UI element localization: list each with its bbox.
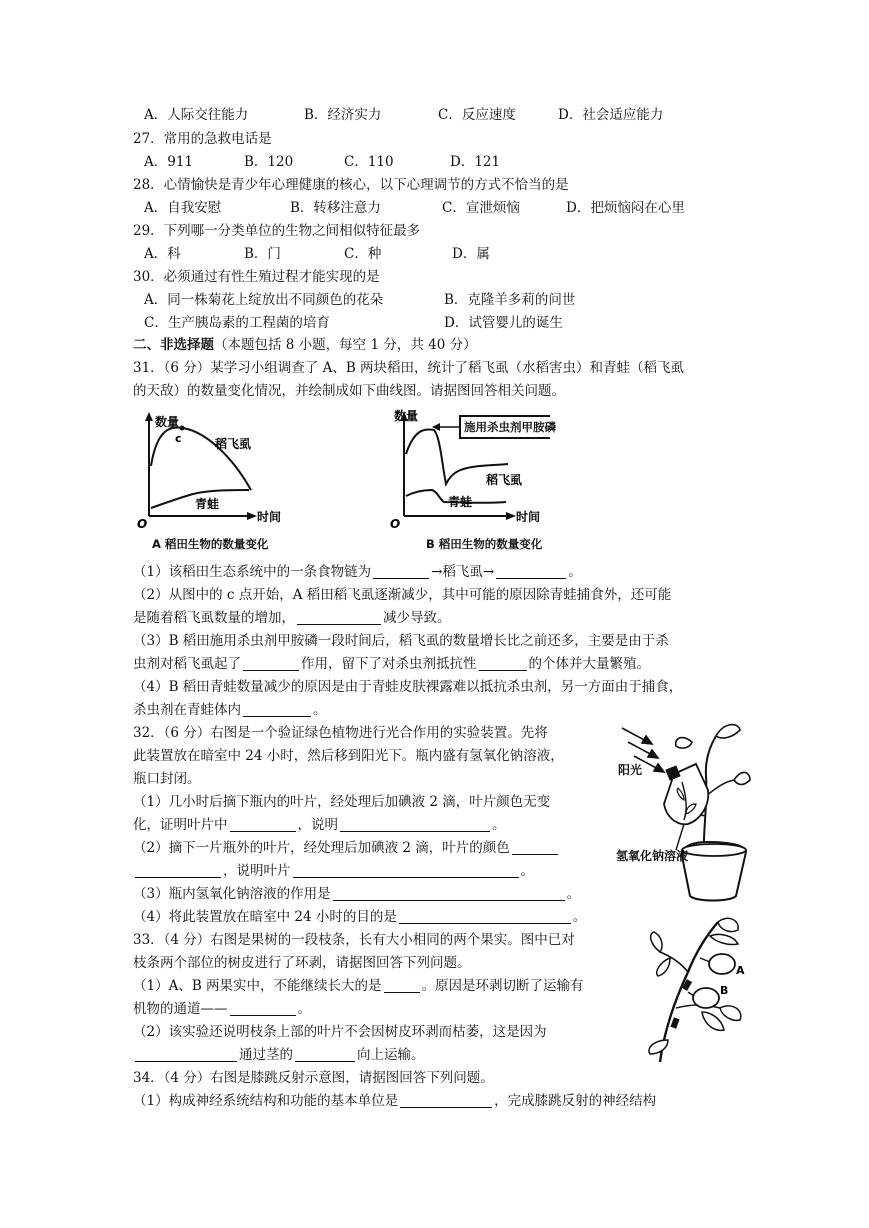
q32-stem-2: 此装置放在暗室中 24 小时，然后移到阳光下。瓶内盛有氢氧化钠溶液， bbox=[133, 748, 564, 764]
q26-option-b: B．经济实力 bbox=[304, 107, 382, 123]
q33-stem-2: 枝条两个部位的树皮进行了环剥，请据图回答下列问题。 bbox=[133, 955, 471, 971]
q32-part4-text: （4）将此装置放在暗室中 24 小时的目的是 bbox=[133, 909, 397, 925]
q34-part1-text-b: ，完成膝跳反射的神经结构 bbox=[494, 1093, 657, 1109]
q33-part1-b bbox=[133, 1000, 311, 1018]
q32-blank-3a[interactable] bbox=[512, 840, 558, 855]
q28-options bbox=[144, 199, 685, 217]
chart-a-origin: O bbox=[137, 517, 148, 531]
chart-a-series1-label: 稻飞虱 bbox=[215, 437, 252, 451]
q27-stem: 27．常用的急救电话是 bbox=[133, 131, 272, 147]
q31-stem-2: 的天敌）的数量变化情况，并绘制成如下曲线图。请据图回答相关问题。 bbox=[133, 383, 565, 399]
q33-part1-text-c: 机物的通道—— bbox=[133, 1001, 228, 1017]
q33-part1-text-d: 。 bbox=[297, 1001, 311, 1017]
chart-b-ylabel: 数量 bbox=[394, 409, 419, 423]
chart-b-annotation-text: 施用杀虫剂甲胺磷 bbox=[464, 420, 556, 434]
q32-blank-6[interactable] bbox=[399, 909, 571, 924]
q32-part2-text: （2）摘下一片瓶外的叶片，经处理后加碘液 2 滴，叶片的颜色 bbox=[133, 840, 510, 856]
q27-options bbox=[144, 153, 500, 171]
q31-part3-text: 虫剂对稻飞虱起了 bbox=[133, 656, 241, 672]
q31-part3-b bbox=[133, 655, 650, 673]
q31-blank-6[interactable] bbox=[243, 702, 311, 717]
chart-b-x-arrow bbox=[506, 512, 516, 520]
q32-blank-4[interactable] bbox=[293, 863, 519, 878]
q33-part1-a bbox=[133, 977, 584, 995]
q33-branch-figure bbox=[640, 912, 750, 1066]
q28-option-c: C．宣泄烦恼 bbox=[442, 200, 520, 216]
q30-option-c: C．生产胰岛素的工程菌的培育 bbox=[144, 315, 330, 331]
q33-figure-label-b: B bbox=[720, 984, 729, 997]
q33-blank-1[interactable] bbox=[384, 978, 420, 993]
q32-figure-naoh-label: 氢氧化钠溶液 bbox=[616, 849, 689, 863]
q32-part1-text-d: 。 bbox=[492, 817, 506, 833]
q33-part2-b bbox=[133, 1046, 425, 1064]
q31-part3-text-d: 的个体并大量繁殖。 bbox=[528, 656, 650, 672]
q30-options-row1 bbox=[144, 291, 575, 309]
q32-part3-text-b: 。 bbox=[566, 886, 581, 902]
q33-part2-text-b: 通过茎的 bbox=[239, 1047, 293, 1063]
q32-stem-3: 瓶口封闭。 bbox=[133, 771, 201, 787]
q26-options bbox=[144, 106, 663, 124]
q30-stem: 30．必须通过有性生殖过程才能实现的是 bbox=[133, 269, 380, 285]
q30-option-d: D．试管婴儿的诞生 bbox=[444, 315, 563, 331]
q29-option-c: C．种 bbox=[344, 246, 382, 262]
q31-part4-text: 杀虫剂在青蛙体内 bbox=[133, 702, 241, 718]
chart-a bbox=[135, 408, 295, 532]
q27-option-d: D．121 bbox=[450, 154, 501, 170]
q28-option-a: A．自我安慰 bbox=[144, 200, 222, 216]
q31-part2-b bbox=[133, 609, 451, 627]
q34-blank-1[interactable] bbox=[400, 1093, 492, 1108]
q31-part2-text-c: 减少导致。 bbox=[383, 610, 451, 626]
q27-option-b: B．120 bbox=[244, 154, 294, 170]
q32-part1-a: （1）几小时后摘下瓶内的叶片，经处理后加碘液 2 滴，叶片颜色无变 bbox=[133, 794, 551, 810]
q32-part1-text: 化，证明叶片中 bbox=[133, 817, 228, 833]
q29-options bbox=[144, 245, 490, 263]
q33-blank-4[interactable] bbox=[295, 1047, 355, 1062]
q32-blank-2[interactable] bbox=[340, 817, 490, 832]
q31-stem-1: 31．（6 分）某学习小组调查了 A、B 两块稻田，统计了稻飞虱（水稻害虫）和青蛙（稻飞虱 bbox=[133, 360, 685, 376]
section2-title: 二、非选择题 bbox=[133, 337, 214, 353]
q33-figure-label-a: A bbox=[736, 964, 745, 977]
fruit-a bbox=[709, 954, 735, 974]
chart-b-caption: B 稻田生物的数量变化 bbox=[426, 537, 543, 551]
chart-b-series1-label: 稻飞虱 bbox=[486, 473, 523, 487]
q30-option-a: A．同一株菊花上绽放出不同颜色的花朵 bbox=[144, 292, 384, 308]
girdle-ring-lower bbox=[670, 1017, 679, 1028]
q32-part2-b bbox=[133, 862, 534, 880]
q31-part3-text-c: 作用，留下了对杀虫剂抵抗性 bbox=[301, 656, 477, 672]
q26-option-d: D．社会适应能力 bbox=[558, 107, 664, 123]
q32-part2-text-b: ，说明叶片 bbox=[223, 863, 291, 879]
chart-a-xlabel: 时间 bbox=[257, 510, 282, 524]
q32-blank-1[interactable] bbox=[230, 817, 296, 832]
q30-options-row2 bbox=[144, 314, 563, 332]
q31-part1-text-c: 。 bbox=[568, 564, 582, 580]
q32-blank-5[interactable] bbox=[333, 886, 565, 901]
q34-part1 bbox=[133, 1092, 656, 1110]
q27-option-c: C．110 bbox=[344, 154, 394, 170]
q32-stem-1: 32．（6 分）右图是一个验证绿色植物进行光合作用的实验装置。先将 bbox=[133, 725, 548, 741]
q31-part4-b bbox=[133, 701, 327, 719]
chart-a-point-c bbox=[180, 426, 185, 431]
q31-part1-text-b: →稻飞虱→ bbox=[431, 564, 495, 580]
q29-stem: 29．下列哪一分类单位的生物之间相似特征最多 bbox=[133, 223, 421, 239]
q32-part1-text-c: ，说明 bbox=[297, 817, 338, 833]
q31-part2-a: （2）从图中的 c 点开始，A 稻田稻飞虱逐渐减少，其中可能的原因除青蛙捕食外，还可能 bbox=[133, 587, 672, 603]
q32-part2-text-c: 。 bbox=[520, 863, 534, 879]
chart-a-ylabel: 数量 bbox=[155, 415, 180, 429]
q32-part1-b bbox=[133, 816, 506, 834]
naoh-bottle-icon bbox=[664, 764, 708, 824]
q31-part3-a: （3）B 稻田施用杀虫剂甲胺磷一段时间后，稻飞虱的数量增长比之前还多，主要是由于杀 bbox=[133, 633, 669, 649]
q33-blank-3[interactable] bbox=[135, 1047, 237, 1062]
q31-part2-text: 是随着稻飞虱数量的增加， bbox=[133, 610, 295, 626]
section2-note: （本题包括 8 小题，每空 1 分，共 40 分） bbox=[214, 337, 477, 353]
chart-b-origin: O bbox=[390, 517, 401, 531]
q33-part2-text-c: 向上运输。 bbox=[357, 1047, 425, 1063]
q31-part4-text-c: 。 bbox=[313, 702, 327, 718]
fruit-b bbox=[693, 988, 719, 1008]
q28-stem: 28．心情愉快是青少年心理健康的核心，以下心理调节的方式不恰当的是 bbox=[133, 177, 569, 193]
q26-option-a: A．人际交往能力 bbox=[144, 107, 249, 123]
q32-figure-sun-label: 阳光 bbox=[618, 763, 643, 777]
chart-a-point-label: c bbox=[175, 432, 182, 445]
q33-stem-1: 33．（4 分）右图是果树的一段枝条，长有大小相同的两个果实。图中已对 bbox=[133, 932, 575, 948]
q31-blank-3[interactable] bbox=[297, 610, 381, 625]
q29-option-b: B．门 bbox=[244, 246, 281, 262]
chart-b-xlabel: 时间 bbox=[516, 510, 541, 524]
q31-blank-1[interactable] bbox=[373, 564, 429, 579]
q28-option-d: D．把烦恼闷在心里 bbox=[566, 200, 685, 216]
section2-heading bbox=[133, 336, 477, 354]
chart-a-series2-label: 青蛙 bbox=[195, 497, 220, 511]
q32-part3 bbox=[133, 885, 580, 903]
q31-part4-a: （4）B 稻田青蛙数量减少的原因是由于青蛙皮肤裸露难以抵抗杀虫剂，另一方面由于捕食， bbox=[133, 679, 683, 695]
q33-blank-2[interactable] bbox=[230, 1001, 296, 1016]
q31-part1-text: （1）该稻田生态系统中的一条食物链为 bbox=[133, 564, 372, 580]
q32-plant-figure bbox=[612, 716, 752, 904]
q31-part1 bbox=[133, 563, 582, 581]
chart-a-caption: A 稻田生物的数量变化 bbox=[152, 537, 269, 551]
q34-stem: 34．（4 分）右图是膝跳反射示意图，请据图回答下列问题。 bbox=[133, 1070, 494, 1086]
q33-part1-text-b: 。原因是环剥切断了运输有 bbox=[421, 978, 584, 994]
q29-option-d: D．属 bbox=[452, 246, 490, 262]
q30-option-b: B．克隆羊多莉的问世 bbox=[444, 292, 576, 308]
q31-blank-4[interactable] bbox=[243, 656, 299, 671]
q33-part1-text: （1）A、B 两果实中，不能继续长大的是 bbox=[133, 978, 382, 994]
q33-part2-a: （2）该实验还说明枝条上部的叶片不会因树皮环剥而枯萎，这是因为 bbox=[133, 1024, 547, 1040]
chart-b-series2-label: 青蛙 bbox=[448, 495, 473, 509]
q26-option-c: C．反应速度 bbox=[438, 107, 516, 123]
q32-part2-a bbox=[133, 839, 560, 857]
q31-blank-2[interactable] bbox=[496, 564, 566, 579]
q28-option-b: B．转移注意力 bbox=[290, 200, 381, 216]
q29-option-a: A．科 bbox=[144, 246, 181, 262]
q27-option-a: A．911 bbox=[144, 154, 194, 170]
q32-blank-3[interactable] bbox=[135, 863, 221, 878]
chart-a-x-arrow bbox=[247, 512, 257, 520]
chart-a-y-arrow bbox=[145, 412, 153, 421]
q32-part4-text-b: 。 bbox=[572, 909, 587, 925]
q32-part4 bbox=[133, 908, 586, 926]
q34-part1-text: （1）构成神经系统结构和功能的基本单位是 bbox=[133, 1093, 399, 1109]
q32-part3-text: （3）瓶内氢氧化钠溶液的作用是 bbox=[133, 886, 331, 902]
q31-blank-5[interactable] bbox=[479, 656, 527, 671]
